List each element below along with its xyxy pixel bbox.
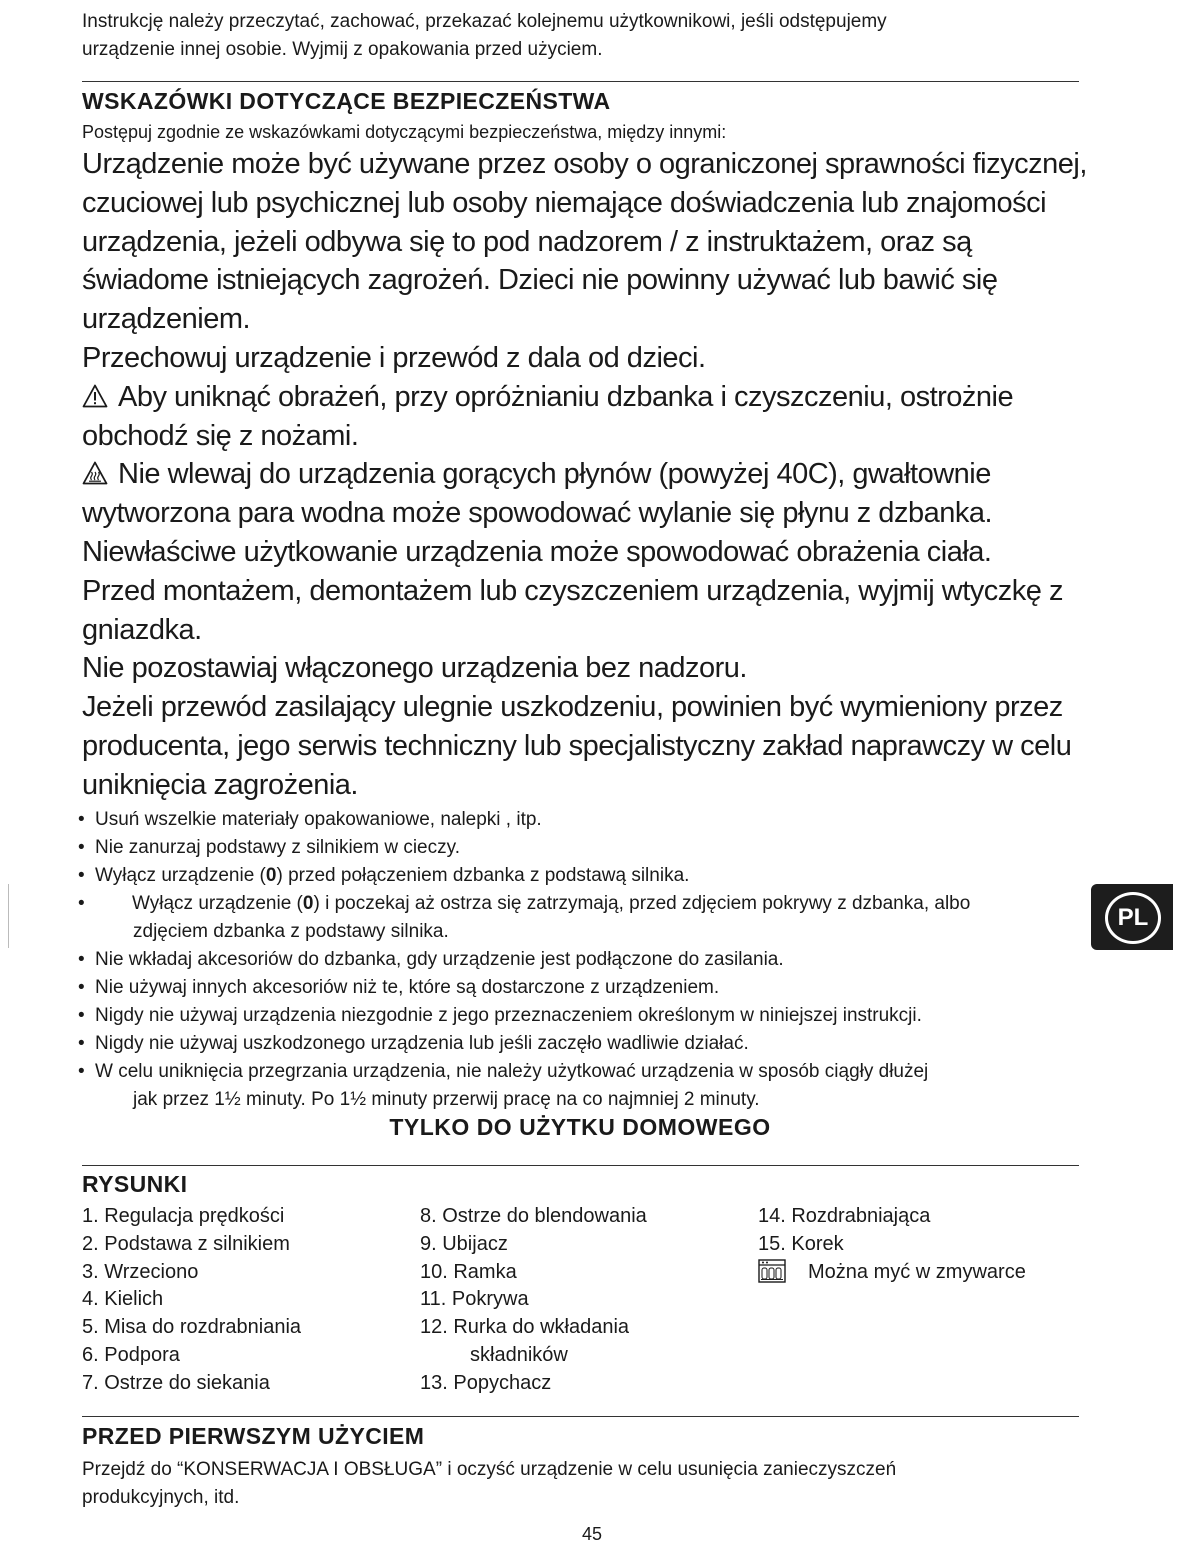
bullet-text-part: Wyłącz urządzenie ( — [95, 865, 266, 886]
warning-line: obchodź się z nożami. — [82, 419, 359, 452]
bullet-mark: • — [78, 977, 85, 998]
parts-column-2 — [420, 1203, 647, 1398]
bullet-text-part: ) i poczekaj aż ostrza się zatrzymają, przed zdjęciem pokrywy z dzbanka, albo — [313, 893, 971, 914]
warning-line-text: Nie wlewaj do urządzenia gorących płynów (powyżej 40C), gwałtownie — [118, 458, 991, 491]
warning-line: czuciowej lub psychicznej lub osoby niemające doświadczenia lub znajomości — [82, 186, 1047, 219]
part-item: 1. Regulacja prędkości — [82, 1205, 285, 1227]
warning-line: Niewłaściwe użytkowanie urządzenia może spowodować obrażenia ciała. — [82, 535, 992, 568]
language-badge — [1091, 884, 1173, 950]
warning-line: Przechowuj urządzenie i przewód z dala od dzieci. — [82, 341, 706, 374]
warning-triangle-icon — [82, 380, 108, 404]
warning-line: wytworzona para wodna może spowodować wylanie się płynu z dzbanka. — [82, 497, 993, 530]
bullet-text: Nigdy nie używaj uszkodzonego urządzenia lub jeśli zaczęło wadliwie działać. — [95, 1033, 749, 1054]
list-item — [78, 1030, 1068, 1058]
bullet-text: Usuń wszelkie materiały opakowaniowe, nalepki , itp. — [95, 809, 542, 830]
bullet-mark: • — [78, 837, 85, 858]
intro-text — [82, 8, 1082, 64]
bullet-mark: • — [78, 949, 85, 970]
warning-line: Przed montażem, demontażem lub czyszczeniem urządzenia, wyjmij wtyczkę z — [82, 574, 1063, 607]
safety-bullet-list — [78, 806, 1068, 1114]
part-item: 4. Kielich — [82, 1288, 164, 1311]
bullet-mark: • — [78, 809, 85, 830]
warning-line — [82, 455, 1092, 494]
warning-line: świadome istniejących zagrożeń. Dzieci nie powinny używać lub bawić się — [82, 264, 998, 297]
divider — [82, 81, 1079, 82]
part-item: 14. Rozdrabniająca — [758, 1205, 931, 1227]
list-item — [78, 1058, 1068, 1086]
off-position-label: 0 — [302, 893, 314, 914]
first-use-text — [82, 1456, 896, 1512]
warning-line — [82, 378, 1092, 417]
part-item-continuation: składników — [470, 1343, 568, 1366]
divider — [82, 1416, 1079, 1417]
list-item — [78, 834, 1068, 862]
part-item: 13. Popychacz — [420, 1371, 552, 1394]
dishwasher-label: Można myć w zmywarce — [808, 1260, 1026, 1283]
page-number: 45 — [581, 1524, 603, 1544]
bullet-text: Nie zanurzaj podstawy z silnikiem w cieczy. — [95, 837, 460, 858]
list-item — [78, 862, 1068, 890]
bullet-text: Nie używaj innych akcesoriów niż te, które są dostarczone z urządzeniem. — [95, 977, 720, 998]
warning-line: producenta, jego serwis techniczny lub specjalistyczny zakład naprawczy w celu — [82, 729, 1072, 762]
list-item — [78, 1002, 1068, 1030]
bullet-text — [95, 862, 1068, 890]
bullet-text: Nigdy nie używaj urządzenia niezgodnie z jego przeznaczeniem określonym w niniejszej instrukcji. — [95, 1005, 922, 1026]
safety-title: WSKAZÓWKI DOTYCZĄCE BEZPIECZEŃSTWA — [82, 88, 611, 114]
hot-surface-warning-icon — [82, 457, 108, 481]
bullet-text: W celu uniknięcia przegrzania urządzenia, nie należy użytkować urządzenia w sposób ciągły dłużej — [95, 1061, 929, 1082]
warning-line-text: Aby uniknąć obrażeń, przy opróżnianiu dzbanka i czyszczeniu, ostrożnie — [118, 380, 1014, 413]
intro-line: Instrukcję należy przeczytać, zachować, przekazać kolejnemu użytkownikowi, jeśli odstępujemy — [82, 11, 887, 32]
part-item: 9. Ubijacz — [420, 1232, 508, 1255]
bullet-text-part: ) przed połączeniem dzbanka z podstawą silnika. — [276, 865, 690, 886]
list-item — [78, 890, 1068, 918]
margin-line — [8, 884, 9, 948]
safety-warnings — [82, 145, 1092, 805]
warning-line: Urządzenie może być używane przez osoby o ograniczonej sprawności fizycznej, — [82, 148, 1087, 180]
part-item: 2. Podstawa z silnikiem — [82, 1232, 290, 1255]
part-item: 3. Wrzeciono — [82, 1260, 199, 1283]
part-item: 8. Ostrze do blendowania — [420, 1205, 647, 1227]
bullet-text-part: Wyłącz urządzenie ( — [132, 893, 303, 914]
bullet-text: Nie wkładaj akcesoriów do dzbanka, gdy urządzenie jest podłączone do zasilania. — [95, 949, 784, 970]
list-item — [78, 946, 1068, 974]
bullet-text — [132, 890, 1068, 918]
part-item: 11. Pokrywa — [420, 1288, 529, 1311]
divider — [82, 1165, 1079, 1166]
safety-subtitle: Postępuj zgodnie ze wskazówkami dotyczącymi bezpieczeństwa, między innymi: — [82, 122, 727, 142]
part-item: 5. Misa do rozdrabniania — [82, 1316, 302, 1339]
first-use-title: PRZED PIERWSZYM UŻYCIEM — [82, 1423, 425, 1449]
bullet-mark: • — [78, 865, 85, 886]
part-item: 10. Ramka — [420, 1260, 517, 1283]
part-item: 7. Ostrze do siekania — [82, 1371, 270, 1394]
off-position-label: 0 — [265, 865, 277, 886]
part-item: 15. Korek — [758, 1232, 844, 1255]
parts-column-1 — [82, 1203, 301, 1398]
part-item: 12. Rurka do wkładania — [420, 1316, 630, 1339]
intro-line: urządzenie innej osobie. Wyjmij z opakowania przed użyciem. — [82, 39, 603, 60]
first-use-line: Przejdź do “KONSERWACJA I OBSŁUGA” i oczyść urządzenie w celu usunięcia zanieczyszczeń — [82, 1459, 897, 1480]
warning-line: urządzenia, jeżeli odbywa się to pod nadzorem / z instruktażem, oraz są — [82, 225, 972, 258]
part-item: 6. Podpora — [82, 1343, 180, 1366]
warning-line: uniknięcia zagrożenia. — [82, 768, 358, 801]
language-badge-label: PL — [1117, 904, 1149, 931]
bullet-continuation: zdjęciem dzbanka z podstawy silnika. — [133, 921, 449, 942]
bullet-mark: • — [78, 1005, 85, 1026]
domestic-use-heading: TYLKO DO UŻYTKU DOMOWEGO — [389, 1114, 771, 1140]
list-item — [78, 974, 1068, 1002]
bullet-mark: • — [78, 1061, 85, 1082]
warning-line: Jeżeli przewód zasilający ulegnie uszkodzeniu, powinien być wymieniony przez — [82, 691, 1063, 724]
dishwasher-icon — [758, 1259, 786, 1283]
list-item — [78, 806, 1068, 834]
bullet-mark: • — [78, 1033, 85, 1054]
figures-title: RYSUNKI — [82, 1171, 188, 1197]
parts-column-3 — [758, 1203, 1026, 1286]
warning-line: Nie pozostawiaj włączonego urządzenia bez nadzoru. — [82, 652, 747, 685]
dishwasher-note — [758, 1259, 1026, 1287]
bullet-mark: • — [78, 893, 85, 914]
first-use-line: produkcyjnych, itd. — [82, 1487, 240, 1508]
warning-line: urządzeniem. — [82, 303, 251, 336]
bullet-continuation: jak przez 1½ minuty. Po 1½ minuty przerwij pracę na co najmniej 2 minuty. — [133, 1089, 760, 1110]
warning-line: gniazdka. — [82, 613, 202, 646]
